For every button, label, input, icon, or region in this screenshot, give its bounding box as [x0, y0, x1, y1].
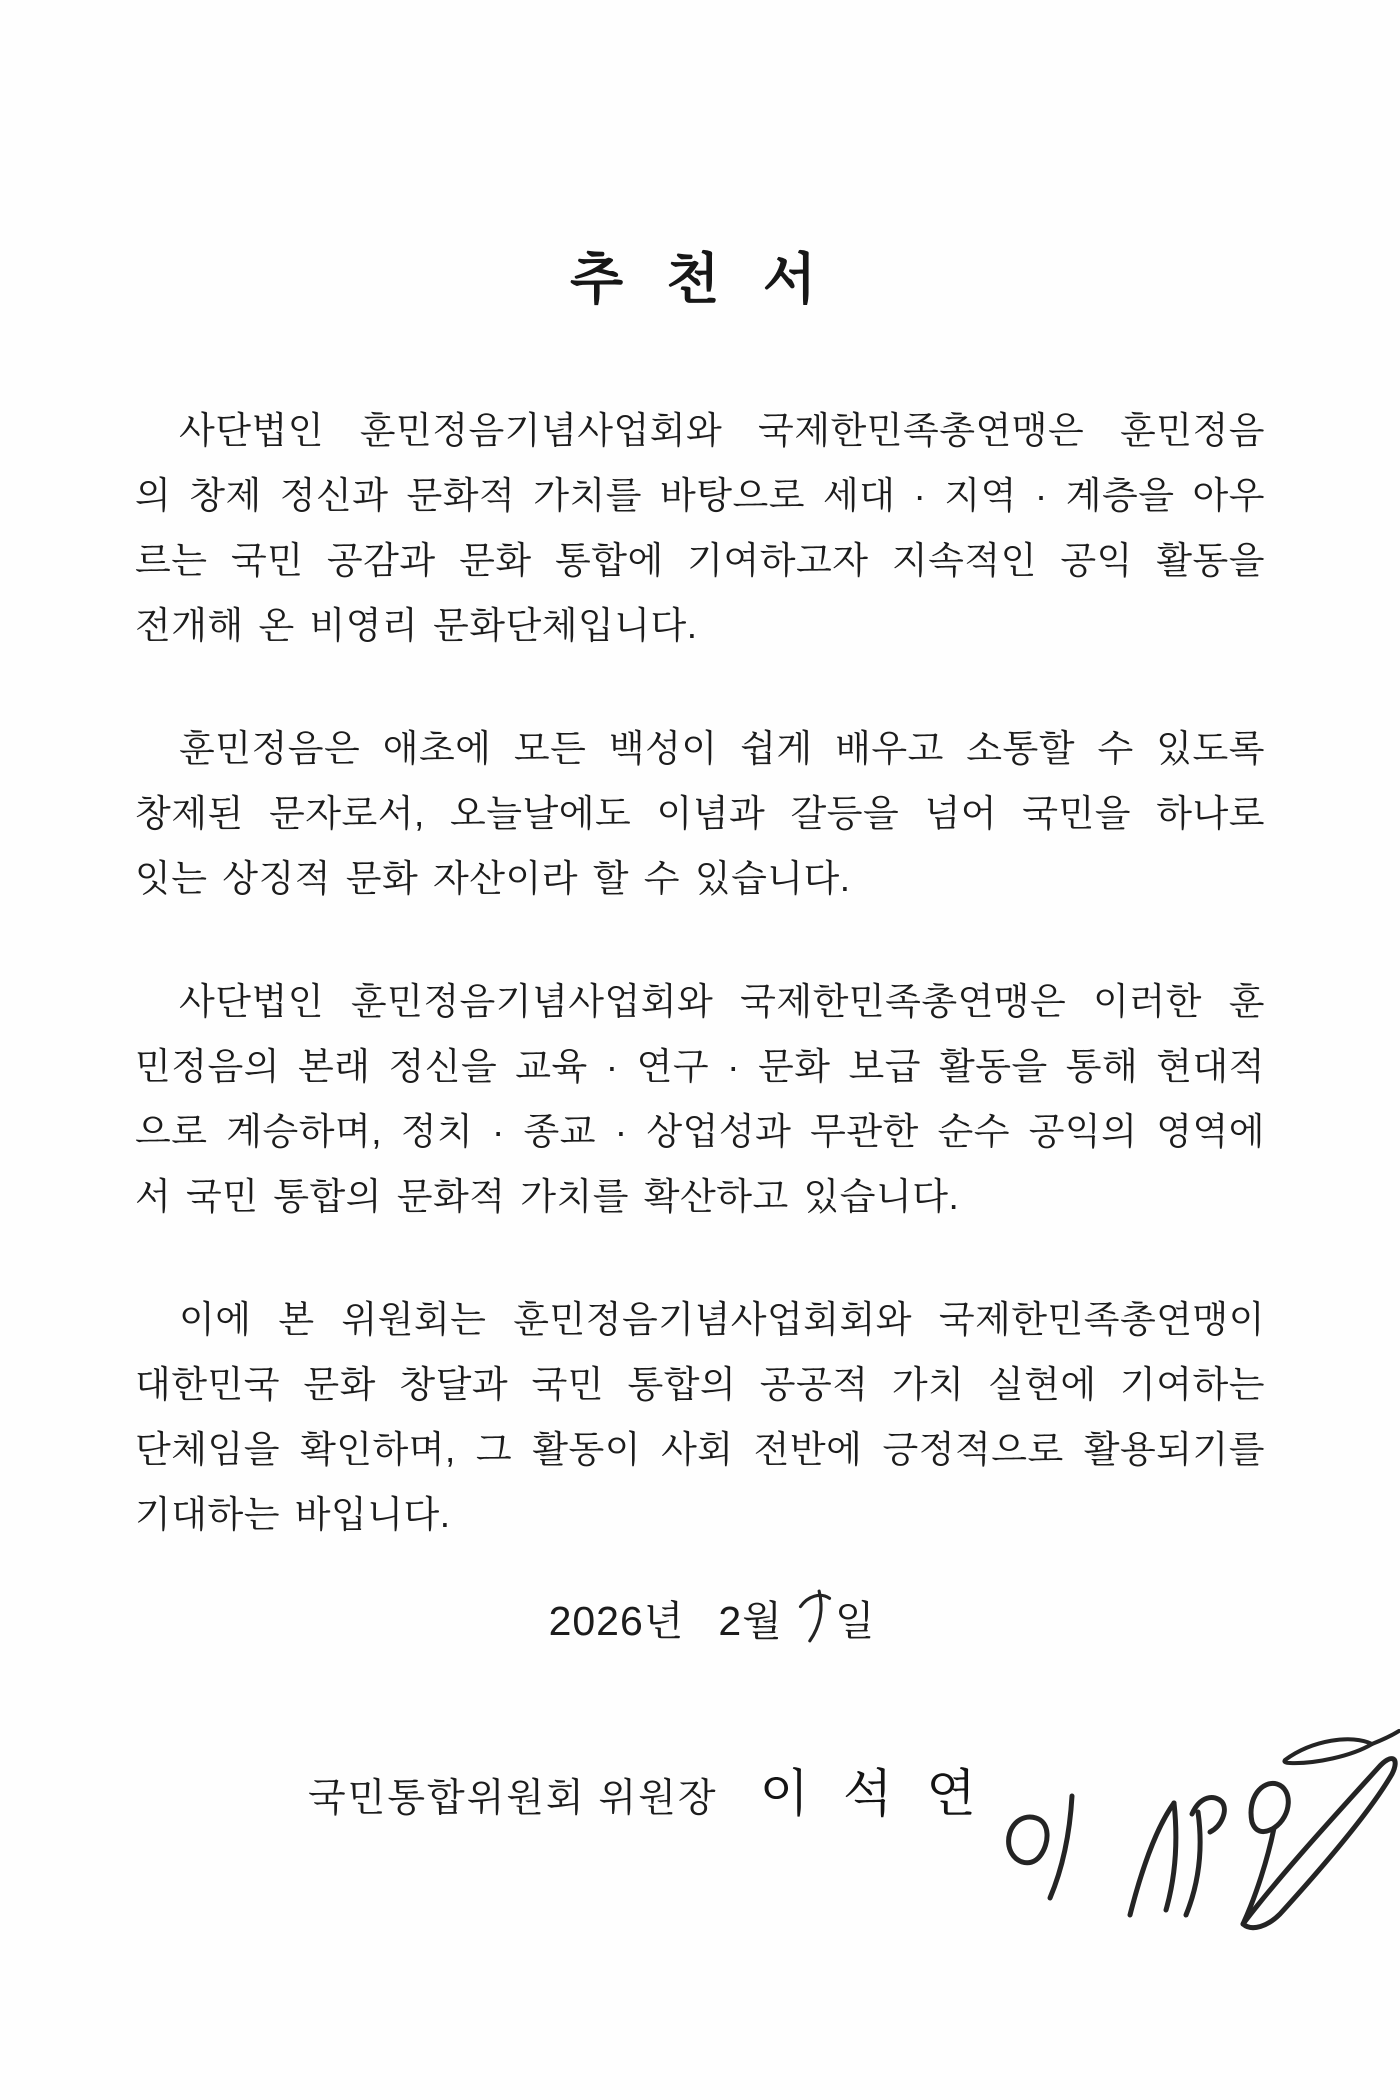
paragraph-2-line-2: 창제된 문자로서, 오늘날에도 이념과 갈등을 넘어 국민을 하나로	[135, 793, 1265, 834]
paragraph-1	[135, 398, 1265, 658]
date-month: 2월	[718, 1598, 783, 1644]
date-day-suffix: 일	[834, 1598, 876, 1644]
paragraph-1-line-4: 전개해 온 비영리 문화단체입니다.	[135, 605, 698, 646]
paragraph-2-line-3: 잇는 상징적 문화 자산이라 할 수 있습니다.	[135, 858, 851, 899]
handwritten-day-glyph	[797, 1589, 833, 1645]
paragraph-2	[135, 716, 1265, 911]
date-line	[0, 1588, 1400, 1647]
document-title: 추 천 서	[570, 247, 830, 310]
paragraph-3-line-1: 사단법인 훈민정음기념사업회와 국제한민족총연맹은 이러한 훈	[179, 981, 1265, 1022]
paragraph-4-line-3: 단체임을 확인하며, 그 활동이 사회 전반에 긍정적으로 활용되기를	[135, 1429, 1265, 1470]
paragraph-1-line-2: 의 창제 정신과 문화적 가치를 바탕으로 세대 · 지역 · 계층을 아우	[135, 475, 1265, 516]
paragraph-3-line-4: 서 국민 통합의 문화적 가치를 확산하고 있습니다.	[135, 1176, 960, 1217]
paragraph-4-line-1: 이에 본 위원회는 훈민정음기념사업회회와 국제한민족총연맹이	[179, 1299, 1265, 1340]
handwritten-signature	[1000, 1700, 1400, 1960]
paragraph-4-line-2: 대한민국 문화 창달과 국민 통합의 공공적 가치 실현에 기여하는	[135, 1364, 1265, 1405]
paragraph-4-line-4: 기대하는 바입니다.	[135, 1494, 451, 1535]
paragraph-1-line-1: 사단법인 훈민정음기념사업회와 국제한민족총연맹은 훈민정음	[179, 410, 1265, 451]
paragraph-3-line-2: 민정음의 본래 정신을 교육 · 연구 · 문화 보급 활동을 통해 현대적	[135, 1046, 1265, 1087]
body-paragraphs	[135, 398, 1265, 1605]
paragraph-3-line-3: 으로 계승하며, 정치 · 종교 · 상업성과 무관한 순수 공익의 영역에	[135, 1111, 1265, 1152]
paragraph-1-line-3: 르는 국민 공감과 문화 통합에 기여하고자 지속적인 공익 활동을	[135, 540, 1265, 581]
signoff-org-title: 국민통합위원회 위원장	[308, 1777, 718, 1820]
paragraph-2-line-1: 훈민정음은 애초에 모든 백성이 쉽게 배우고 소통할 수 있도록	[179, 728, 1265, 769]
paragraph-4	[135, 1287, 1265, 1547]
signoff-name: 이 석 연	[759, 1765, 986, 1822]
date-year: 2026년	[548, 1598, 685, 1644]
signoff-line	[308, 1752, 986, 1826]
paragraph-3	[135, 969, 1265, 1229]
